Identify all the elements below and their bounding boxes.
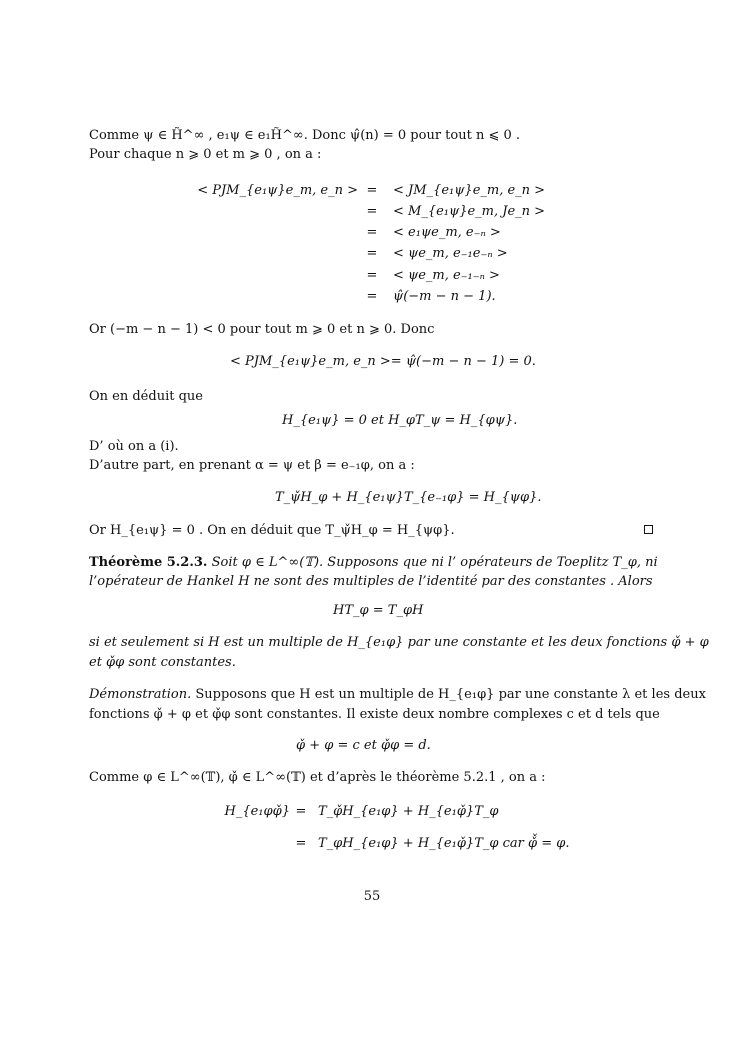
theorem-equation: HT_φ = T_φH [333, 603, 424, 618]
align2-rhs: T_φ̌H_{e₁φ} + H_{e₁φ̌}T_φ [318, 804, 499, 819]
display-equation-1: < PJM_{e₁ψ}e_m, e_n >= ψ̂(−m − n − 1) = 0. [230, 354, 536, 369]
text-line-7: Or H_{e₁ψ} = 0 . On en déduit que T_ψ̌H_φ = H_{ψφ}. [89, 523, 455, 538]
align1-rhs: < JM_{e₁ψ}e_m, e_n > [393, 183, 546, 198]
theorem-line-4: et φ̌φ sont constantes. [89, 655, 236, 670]
proof-line-1 [89, 686, 706, 703]
align1-rhs: < e₁ψe_m, e₋ₙ > [393, 225, 501, 240]
proof-line-2: fonctions φ̌ + φ et φ̌φ sont constantes. Il existe deux nombre complexes c et d tels que [89, 707, 660, 722]
align1-lhs: < PJM_{e₁ψ}e_m, e_n > [197, 183, 358, 198]
align2-rel: = [295, 836, 307, 851]
text-line-6: D’autre part, en prenant α = ψ et β = e₋₁φ, on a : [89, 458, 415, 473]
align1-rhs: < M_{e₁ψ}e_m, Je_n > [393, 204, 546, 219]
align1-rel: = [366, 225, 378, 240]
align1-rel: = [366, 246, 378, 261]
align1-rhs: < ψe_m, e₋₁₋ₙ > [393, 268, 500, 283]
theorem-line-2: l’opérateur de Hankel H ne sont des multiples de l’identité par des constantes . Alors [89, 574, 653, 589]
display-equation-3: T_ψ̌H_φ + H_{e₁ψ}T_{e₋₁φ} = H_{ψφ}. [275, 490, 542, 505]
text-line-5: D’ où on a (i). [89, 439, 179, 454]
align2-lhs: H_{e₁φφ̌} [224, 804, 290, 819]
theorem-text: Soit φ ∈ L^∞(𝕋). Supposons que ni l’ opérateurs de Toeplitz T_φ, ni [211, 555, 658, 570]
proof-line-3: Comme φ ∈ L^∞(𝕋), φ̌ ∈ L^∞(𝕋) et d’après le théorème 5.2.1 , on a : [89, 770, 546, 785]
align2-rel: = [295, 804, 307, 819]
align1-rel: = [366, 268, 378, 283]
text-line-2: Pour chaque n ⩾ 0 et m ⩾ 0 , on a : [89, 147, 322, 162]
theorem-heading: Théorème 5.2.3. [89, 555, 208, 570]
theorem-line-1 [89, 554, 658, 571]
page-number: 55 [363, 889, 381, 904]
align1-rhs: < ψe_m, e₋₁e₋ₙ > [393, 246, 508, 261]
proof-text: Supposons que H est un multiple de H_{e₁φ} par une constante λ et les deux [195, 687, 706, 702]
align1-rel: = [366, 204, 378, 219]
text-line-4: On en déduit que [89, 389, 203, 404]
display-equation-2: H_{e₁ψ} = 0 et H_φT_ψ = H_{φψ}. [282, 413, 518, 428]
theorem-line-3: si et seulement si H est un multiple de H_{e₁φ} par une constante et les deux fonctions φ̌ + φ [89, 635, 709, 650]
text-line-1: Comme ψ ∈ H̃^∞ , e₁ψ ∈ e₁H̃^∞. Donc ψ̂(n) = 0 pour tout n ⩽ 0 . [89, 128, 521, 143]
align1-rel: = [366, 183, 378, 198]
text-line-3: Or (−m − n − 1) < 0 pour tout m ⩾ 0 et n ⩾ 0. Donc [89, 322, 435, 337]
proof-equation: φ̌ + φ = c et φ̌φ = d. [296, 738, 431, 753]
align2-rhs: T_φH_{e₁φ} + H_{e₁φ̌}T_φ car φ̌̌ = φ. [318, 836, 570, 851]
align1-rhs: ψ̂(−m − n − 1). [393, 289, 496, 304]
qed-square-icon [644, 525, 653, 534]
proof-heading: Démonstration. [89, 687, 192, 702]
align1-rel: = [366, 289, 378, 304]
